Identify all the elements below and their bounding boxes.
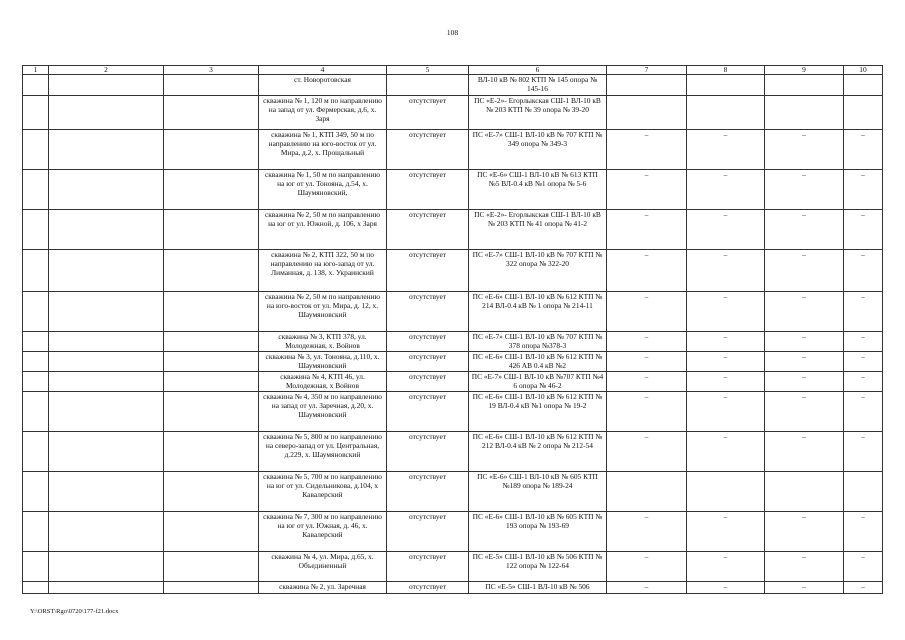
cell-c9: – (765, 372, 844, 392)
cell-c4: скважина № 1, КТП 349, 50 м по направлению на юго-восток от ул. Мира, д.2, х. Прощальный (259, 130, 387, 170)
cell-c9: – (765, 512, 844, 552)
cell-c8: – (687, 582, 765, 594)
cell-c7: – (607, 130, 687, 170)
cell-empty (23, 372, 49, 392)
cell-c9: – (765, 210, 844, 250)
column-number: 6 (469, 66, 607, 75)
cell-empty (23, 472, 49, 512)
cell-c10 (844, 96, 883, 130)
cell-empty (49, 292, 164, 332)
cell-c9: – (765, 352, 844, 372)
cell-c7: – (607, 250, 687, 292)
table-body (23, 66, 883, 594)
cell-empty (23, 170, 49, 210)
cell-c9: – (765, 130, 844, 170)
cell-empty (49, 372, 164, 392)
cell-c5: отсутствует (387, 170, 469, 210)
column-number: 8 (687, 66, 765, 75)
table-row (23, 250, 883, 292)
cell-c6: ПС «Е-5» СШ-1 ВЛ-10 кВ № 506 (469, 582, 607, 594)
cell-empty (164, 552, 259, 582)
cell-c7: – (607, 432, 687, 472)
cell-c4: скважина № 2, 50 м по направлению на юг от ул. Южной, д. 106, х Заря (259, 210, 387, 250)
cell-empty (164, 372, 259, 392)
column-number: 10 (844, 66, 883, 75)
column-number: 4 (259, 66, 387, 75)
table-row (23, 96, 883, 130)
cell-c5: отсутствует (387, 372, 469, 392)
cell-empty (164, 512, 259, 552)
cell-c7: – (607, 582, 687, 594)
cell-empty (49, 170, 164, 210)
cell-c7: – (607, 512, 687, 552)
cell-c6: ПС «Е-6» СШ-1 ВЛ-10 кВ № 612 КТП № 426 АВ 0.4 кВ №2 (469, 352, 607, 372)
cell-c7 (607, 472, 687, 512)
cell-empty (49, 75, 164, 96)
column-number: 7 (607, 66, 687, 75)
cell-c10: – (844, 292, 883, 332)
cell-c8 (687, 96, 765, 130)
cell-c6: ПС «Е-6» СШ-1 ВЛ-10 кВ № 612 КТП № 19 ВЛ-0.4 кВ №1 опора № 19-2 (469, 392, 607, 432)
cell-c4: скважина № 1, 120 м по направлению на запад от ул. Фермерская, д.6, х. Заря (259, 96, 387, 130)
cell-c10: – (844, 352, 883, 372)
cell-empty (49, 332, 164, 352)
cell-c4: скважина № 2, 50 м по направлению на юго-восток от ул. Мира, д. 12, х. Шаумяновский (259, 292, 387, 332)
table-row (23, 432, 883, 472)
cell-c7 (607, 75, 687, 96)
cell-c6: ПС «Е-7» СШ-1 ВЛ-10 кВ № 707 КТП № 322 опора № 322-20 (469, 250, 607, 292)
cell-empty (164, 292, 259, 332)
cell-c10: – (844, 392, 883, 432)
cell-empty (49, 96, 164, 130)
cell-c4: скважина № 4, ул. Мира, д.65, х. Объединенный (259, 552, 387, 582)
cell-c5: отсутствует (387, 292, 469, 332)
cell-c7: – (607, 170, 687, 210)
cell-empty (23, 432, 49, 472)
table-row (23, 582, 883, 594)
cell-c8: – (687, 170, 765, 210)
cell-empty (23, 552, 49, 582)
cell-empty (23, 292, 49, 332)
cell-empty (23, 130, 49, 170)
cell-c10: – (844, 130, 883, 170)
cell-empty (49, 512, 164, 552)
cell-empty (49, 552, 164, 582)
cell-c5: отсутствует (387, 582, 469, 594)
cell-c6: ПС «Е-2»- Егорлыкская СШ-1 ВЛ-10 кВ № 203 КТП № 41 опора № 41-2 (469, 210, 607, 250)
cell-c10: – (844, 372, 883, 392)
cell-c4: скважина № 1, 50 м по направлению на юг от ул. Тонояна, д.54, х. Шаумяновский, (259, 170, 387, 210)
cell-empty (164, 130, 259, 170)
cell-c10: – (844, 332, 883, 352)
cell-empty (164, 75, 259, 96)
cell-c6: ПС «Е-6» СШ-1 ВЛ-10 кВ № 605 КТП №189 опора № 189-24 (469, 472, 607, 512)
cell-c5: отсутствует (387, 96, 469, 130)
table-row (23, 472, 883, 512)
cell-c4: скважина № 5, 700 м по направлению на юг от ул. Сидельникова, д.104, х Кавалерский (259, 472, 387, 512)
cell-c5: отсутствует (387, 432, 469, 472)
cell-empty (49, 432, 164, 472)
cell-empty (23, 512, 49, 552)
cell-empty (49, 352, 164, 372)
cell-c7: – (607, 392, 687, 432)
cell-c5: отсутствует (387, 512, 469, 552)
cell-c4: ст. Новоротовская (259, 75, 387, 96)
cell-c4: скважина № 3, ул. Тонояна, д.110, х. Шаумяновский (259, 352, 387, 372)
cell-empty (49, 582, 164, 594)
cell-empty (164, 582, 259, 594)
cell-c10: – (844, 582, 883, 594)
cell-c6: ВЛ-10 кВ № 802 КТП № 145 опора № 145-16 (469, 75, 607, 96)
column-number-row (23, 66, 883, 75)
cell-c6: ПС «Е-7» СШ-1 ВЛ-10 кВ № 707 КТП № 378 опора №378-3 (469, 332, 607, 352)
cell-empty (49, 210, 164, 250)
cell-c6: ПС «Е-7» СШ-1 ВЛ-10 кВ № 707 КТП № 349 опора № 349-3 (469, 130, 607, 170)
cell-c8: – (687, 130, 765, 170)
cell-c5: отсутствует (387, 250, 469, 292)
cell-c7: – (607, 352, 687, 372)
cell-empty (23, 332, 49, 352)
cell-c9: – (765, 552, 844, 582)
cell-c4: скважина № 2, КТП 322, 50 м по направлению на юго-запад от ул. Лиманная, д. 138, х. Украинский (259, 250, 387, 292)
cell-empty (164, 392, 259, 432)
cell-empty (49, 250, 164, 292)
table-row (23, 512, 883, 552)
cell-empty (164, 96, 259, 130)
cell-c8: – (687, 372, 765, 392)
cell-c7 (607, 96, 687, 130)
cell-c7: – (607, 292, 687, 332)
table-row (23, 130, 883, 170)
cell-c5 (387, 75, 469, 96)
footer-file-path: Y:\ORST\Rgo\0720\177-f21.docx (30, 608, 119, 615)
column-number: 2 (49, 66, 164, 75)
document-table (22, 65, 883, 594)
cell-c4: скважина № 3, КТП 378, ул. Молодежная, х. Войнов (259, 332, 387, 352)
cell-c4: скважина № 2, ул. Заречная (259, 582, 387, 594)
cell-c10: – (844, 512, 883, 552)
cell-empty (49, 130, 164, 170)
cell-c8: – (687, 432, 765, 472)
cell-c6: ПС «Е-7» СШ-1 ВЛ-10 кВ №707 КТП №4 6 опора № 46-2 (469, 372, 607, 392)
cell-c8: – (687, 210, 765, 250)
column-number: 1 (23, 66, 49, 75)
cell-c9 (765, 96, 844, 130)
cell-c4: скважина № 5, 800 м по направлению на северо-запад от ул. Центральная, д.229, х. Шаумяновский (259, 432, 387, 472)
cell-c10: – (844, 250, 883, 292)
cell-c10: – (844, 170, 883, 210)
cell-c4: скважина № 4, КТП 46, ул. Молодежная, х Войнов (259, 372, 387, 392)
cell-empty (164, 432, 259, 472)
cell-empty (49, 392, 164, 432)
cell-empty (164, 250, 259, 292)
cell-c9: – (765, 170, 844, 210)
cell-c9 (765, 472, 844, 512)
cell-empty (49, 472, 164, 512)
cell-c9: – (765, 432, 844, 472)
cell-c9 (765, 75, 844, 96)
cell-empty (164, 472, 259, 512)
cell-c7: – (607, 332, 687, 352)
table-row (23, 75, 883, 96)
cell-c10 (844, 472, 883, 512)
cell-c5: отсутствует (387, 552, 469, 582)
cell-c9: – (765, 332, 844, 352)
cell-empty (23, 250, 49, 292)
cell-c6: ПС «Е-2»- Егорлыкская СШ-1 ВЛ-10 кВ № 203 КТП № 39 опора № 39-20 (469, 96, 607, 130)
cell-c10: – (844, 552, 883, 582)
table-row (23, 372, 883, 392)
cell-c9: – (765, 582, 844, 594)
table-row (23, 292, 883, 332)
cell-c8: – (687, 332, 765, 352)
cell-c9: – (765, 292, 844, 332)
cell-c5: отсутствует (387, 352, 469, 372)
cell-empty (23, 352, 49, 372)
cell-c5: отсутствует (387, 392, 469, 432)
cell-c10: – (844, 210, 883, 250)
column-number: 5 (387, 66, 469, 75)
cell-c7: – (607, 552, 687, 582)
cell-c5: отсутствует (387, 332, 469, 352)
cell-empty (164, 170, 259, 210)
cell-c7: – (607, 372, 687, 392)
table-row (23, 170, 883, 210)
cell-empty (164, 332, 259, 352)
cell-c9: – (765, 392, 844, 432)
cell-empty (23, 582, 49, 594)
table-row (23, 552, 883, 582)
table-row (23, 392, 883, 432)
cell-empty (164, 352, 259, 372)
cell-c6: ПС «Е-6» СШ-1 ВЛ-10 кВ № 613 КТП №5 ВЛ-0.4 кВ №1 опора № 5-6 (469, 170, 607, 210)
cell-c7: – (607, 210, 687, 250)
cell-c6: ПС «Е-6» СШ-1 ВЛ-10 кВ № 605 КТП № 193 опора № 193-69 (469, 512, 607, 552)
cell-c5: отсутствует (387, 130, 469, 170)
column-number: 9 (765, 66, 844, 75)
column-number: 3 (164, 66, 259, 75)
cell-empty (164, 210, 259, 250)
cell-c10: – (844, 432, 883, 472)
table-row (23, 210, 883, 250)
cell-c10 (844, 75, 883, 96)
cell-c6: ПС «Е-6» СШ-1 ВЛ-10 кВ № 612 КТП № 212 ВЛ-0.4 кВ № 2 опора № 212-54 (469, 432, 607, 472)
cell-c8: – (687, 352, 765, 372)
cell-c8: – (687, 292, 765, 332)
cell-c5: отсутствует (387, 472, 469, 512)
page-number: 108 (446, 28, 459, 37)
cell-c8: – (687, 552, 765, 582)
cell-c8 (687, 75, 765, 96)
cell-c5: отсутствует (387, 210, 469, 250)
cell-c4: скважина № 4, 350 м по направлению на запад от ул. Заречная, д.20, х. Шаумяновский (259, 392, 387, 432)
cell-c4: скважина № 7, 300 м по направлению на юг от ул. Южная, д. 46, х. Кавалерский (259, 512, 387, 552)
cell-c8: – (687, 392, 765, 432)
cell-empty (23, 96, 49, 130)
table-row (23, 352, 883, 372)
cell-c8 (687, 472, 765, 512)
cell-empty (23, 75, 49, 96)
cell-c8: – (687, 512, 765, 552)
cell-c6: ПС «Е-6» СШ-1 ВЛ-10 кВ № 612 КТП № 214 ВЛ-0.4 кВ № 1 опора № 214-11 (469, 292, 607, 332)
cell-empty (23, 210, 49, 250)
cell-c8: – (687, 250, 765, 292)
cell-empty (23, 392, 49, 432)
cell-c6: ПС «Е-5» СШ-1 ВЛ-10 кВ № 506 КТП № 122 опора № 122-64 (469, 552, 607, 582)
table-row (23, 332, 883, 352)
cell-c9: – (765, 250, 844, 292)
